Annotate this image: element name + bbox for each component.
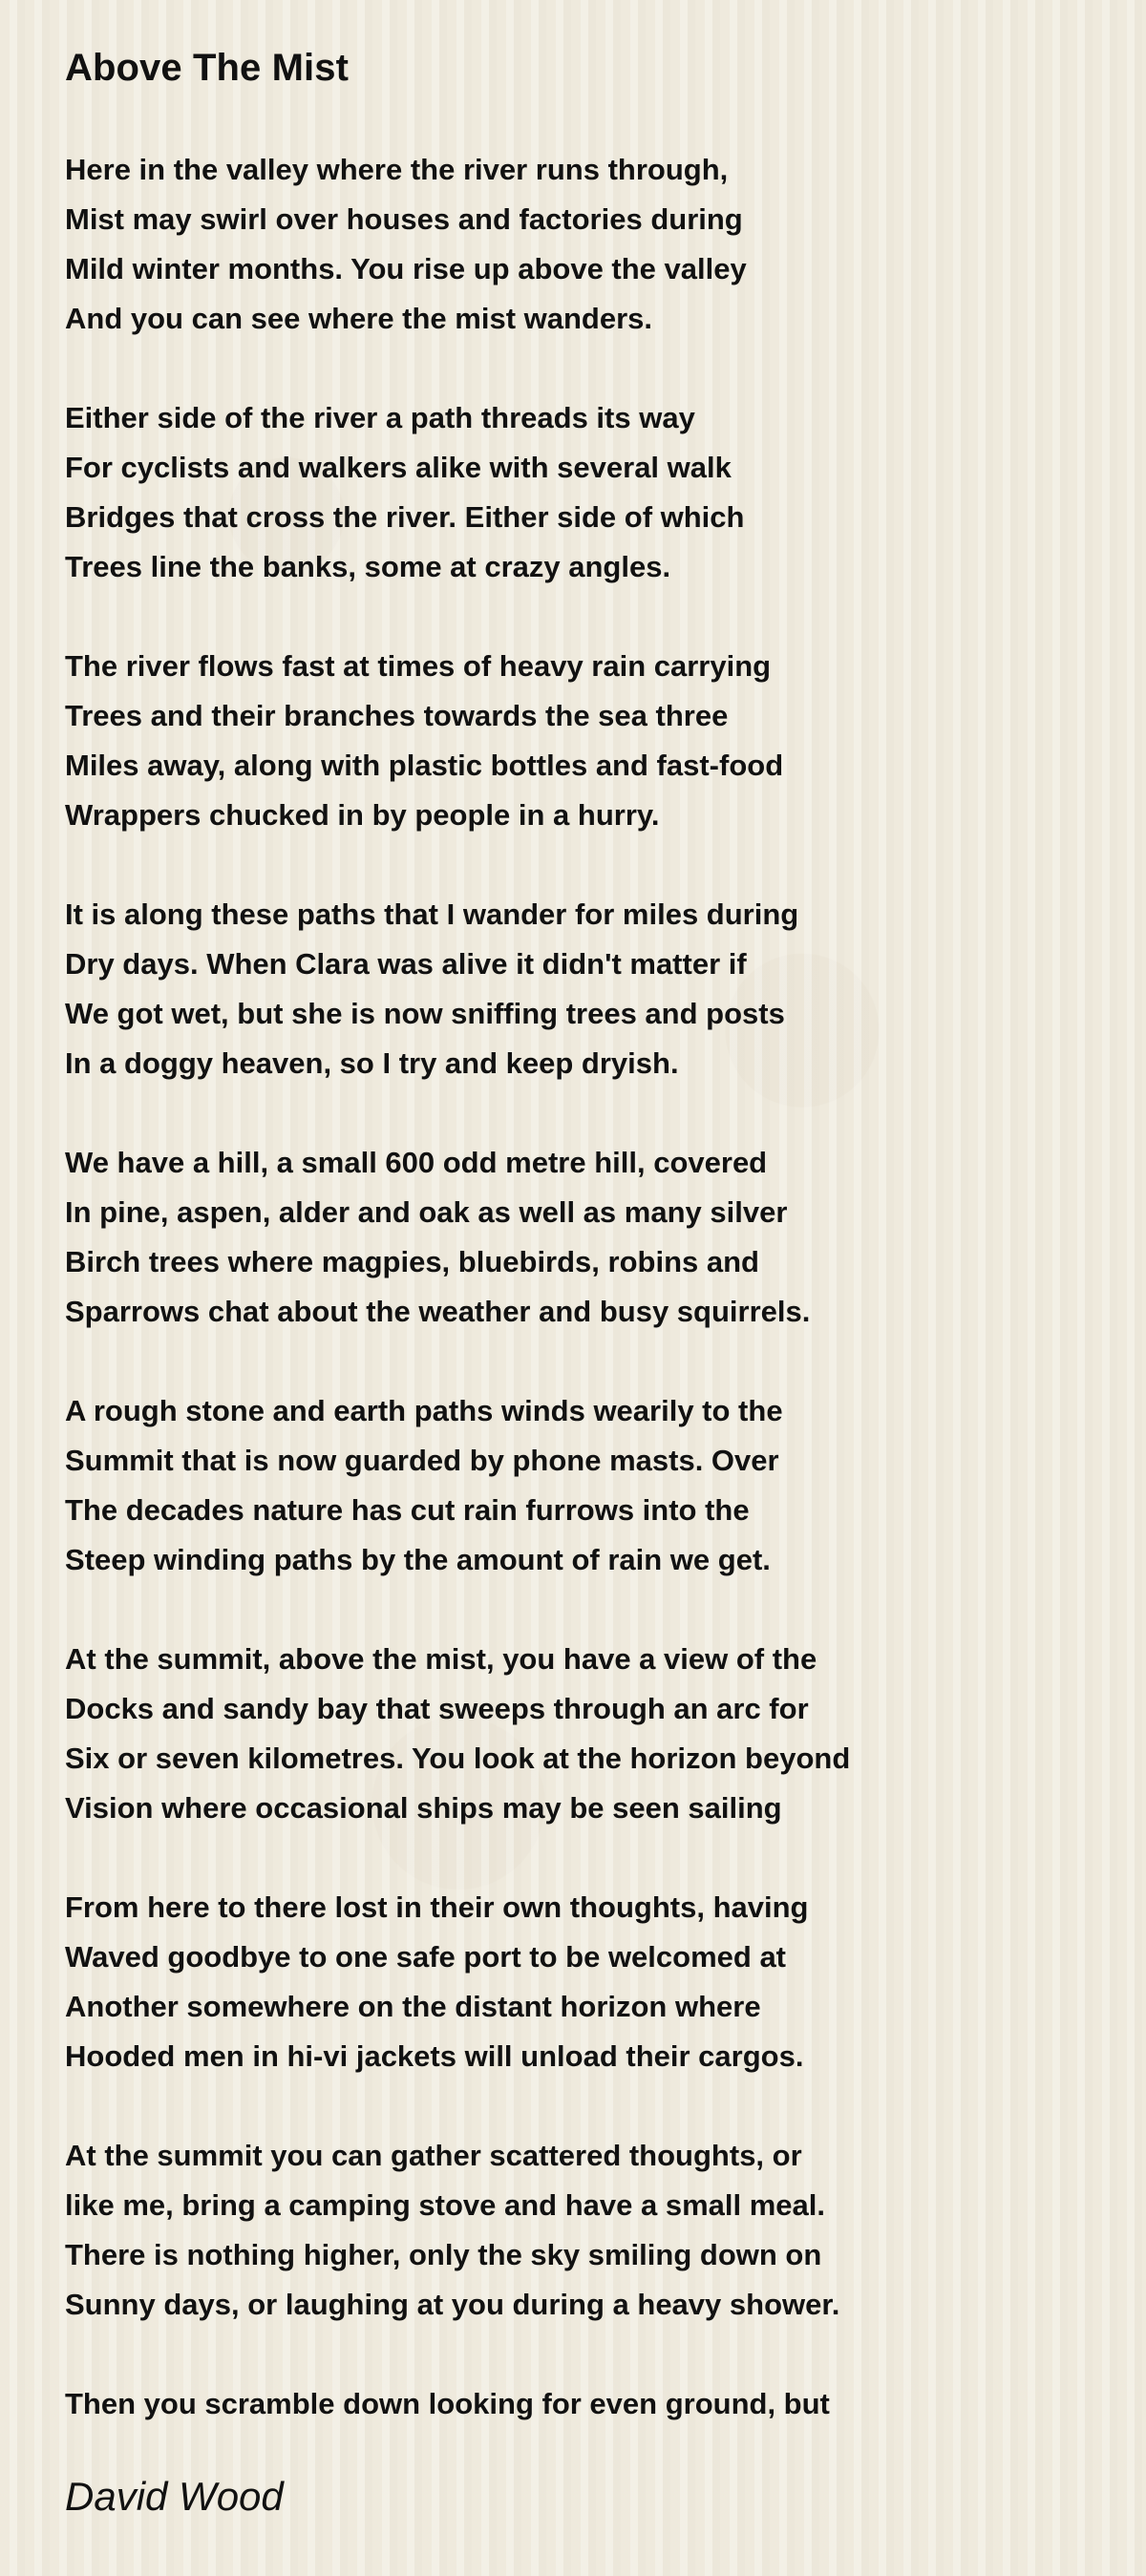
poem-line: At the summit you can gather scattered thoughts, or (65, 2139, 802, 2172)
author-signature: David Wood (65, 2474, 284, 2519)
poem-body (65, 145, 1020, 2479)
stanza-7 (65, 1635, 1020, 1833)
stanza-3 (65, 642, 1020, 840)
poem-line: For cyclists and walkers alike with several walk (65, 451, 732, 484)
poem-line: Then you scramble down looking for even ground, but (65, 2387, 830, 2420)
poem-line: Docks and sandy bay that sweeps through an arc for (65, 1692, 809, 1725)
poem-line: Either side of the river a path threads its way (65, 401, 695, 434)
poem-line: And you can see where the mist wanders. (65, 302, 653, 335)
poem-line: We have a hill, a small 600 odd metre hill, covered (65, 1146, 768, 1179)
poem-line: Hooded men in hi-vi jackets will unload their cargos. (65, 2039, 804, 2073)
stanza-10 (65, 2379, 1020, 2429)
poem-line: Six or seven kilometres. You look at the horizon beyond (65, 1742, 851, 1775)
poem-line: Birch trees where magpies, bluebirds, robins and (65, 1245, 759, 1278)
stanza-5 (65, 1138, 1020, 1337)
poem-line: In pine, aspen, alder and oak as well as many silver (65, 1195, 788, 1229)
poem-line: Steep winding paths by the amount of rain we get. (65, 1543, 771, 1576)
poem-title: Above The Mist (65, 47, 349, 89)
stanza-2 (65, 393, 1020, 592)
poem-line: The river flows fast at times of heavy rain carrying (65, 649, 772, 683)
poem-line: At the summit, above the mist, you have a view of the (65, 1642, 817, 1676)
poem-line: Miles away, along with plastic bottles and fast-food (65, 749, 784, 782)
poem-line: Wrappers chucked in by people in a hurry. (65, 798, 660, 832)
stanza-1 (65, 145, 1020, 344)
poem-line: Another somewhere on the distant horizon where (65, 1990, 761, 2023)
poem-line: A rough stone and earth paths winds wearily to the (65, 1394, 783, 1427)
poem-line: In a doggy heaven, so I try and keep dryish. (65, 1046, 679, 1080)
poem-line: Summit that is now guarded by phone masts. Over (65, 1444, 779, 1477)
poem-line: Bridges that cross the river. Either side of which (65, 500, 745, 534)
poem-line: Mist may swirl over houses and factories during (65, 202, 743, 236)
poem-line: Trees line the banks, some at crazy angles. (65, 550, 671, 583)
poem-line: We got wet, but she is now sniffing trees and posts (65, 997, 785, 1030)
poem-line: Vision where occasional ships may be seen sailing (65, 1791, 782, 1825)
stanza-6 (65, 1386, 1020, 1585)
poem-line: like me, bring a camping stove and have a small meal. (65, 2188, 825, 2222)
poem-line: Mild winter months. You rise up above the valley (65, 252, 747, 285)
poem-line: It is along these paths that I wander for miles during (65, 897, 799, 931)
poem-line: Dry days. When Clara was alive it didn't matter if (65, 947, 747, 981)
stanza-8 (65, 1883, 1020, 2081)
poem-line: From here to there lost in their own thoughts, having (65, 1890, 809, 1924)
poem-line: Sparrows chat about the weather and busy squirrels. (65, 1295, 811, 1328)
stanza-9 (65, 2131, 1020, 2330)
poem-line: There is nothing higher, only the sky smiling down on (65, 2238, 822, 2271)
poem-line: Sunny days, or laughing at you during a heavy shower. (65, 2288, 840, 2321)
poem-line: Waved goodbye to one safe port to be welcomed at (65, 1940, 787, 1974)
poem-line: Here in the valley where the river runs through, (65, 153, 729, 186)
poem-line: The decades nature has cut rain furrows into the (65, 1493, 750, 1527)
stanza-4 (65, 890, 1020, 1088)
poem-line: Trees and their branches towards the sea three (65, 699, 729, 732)
